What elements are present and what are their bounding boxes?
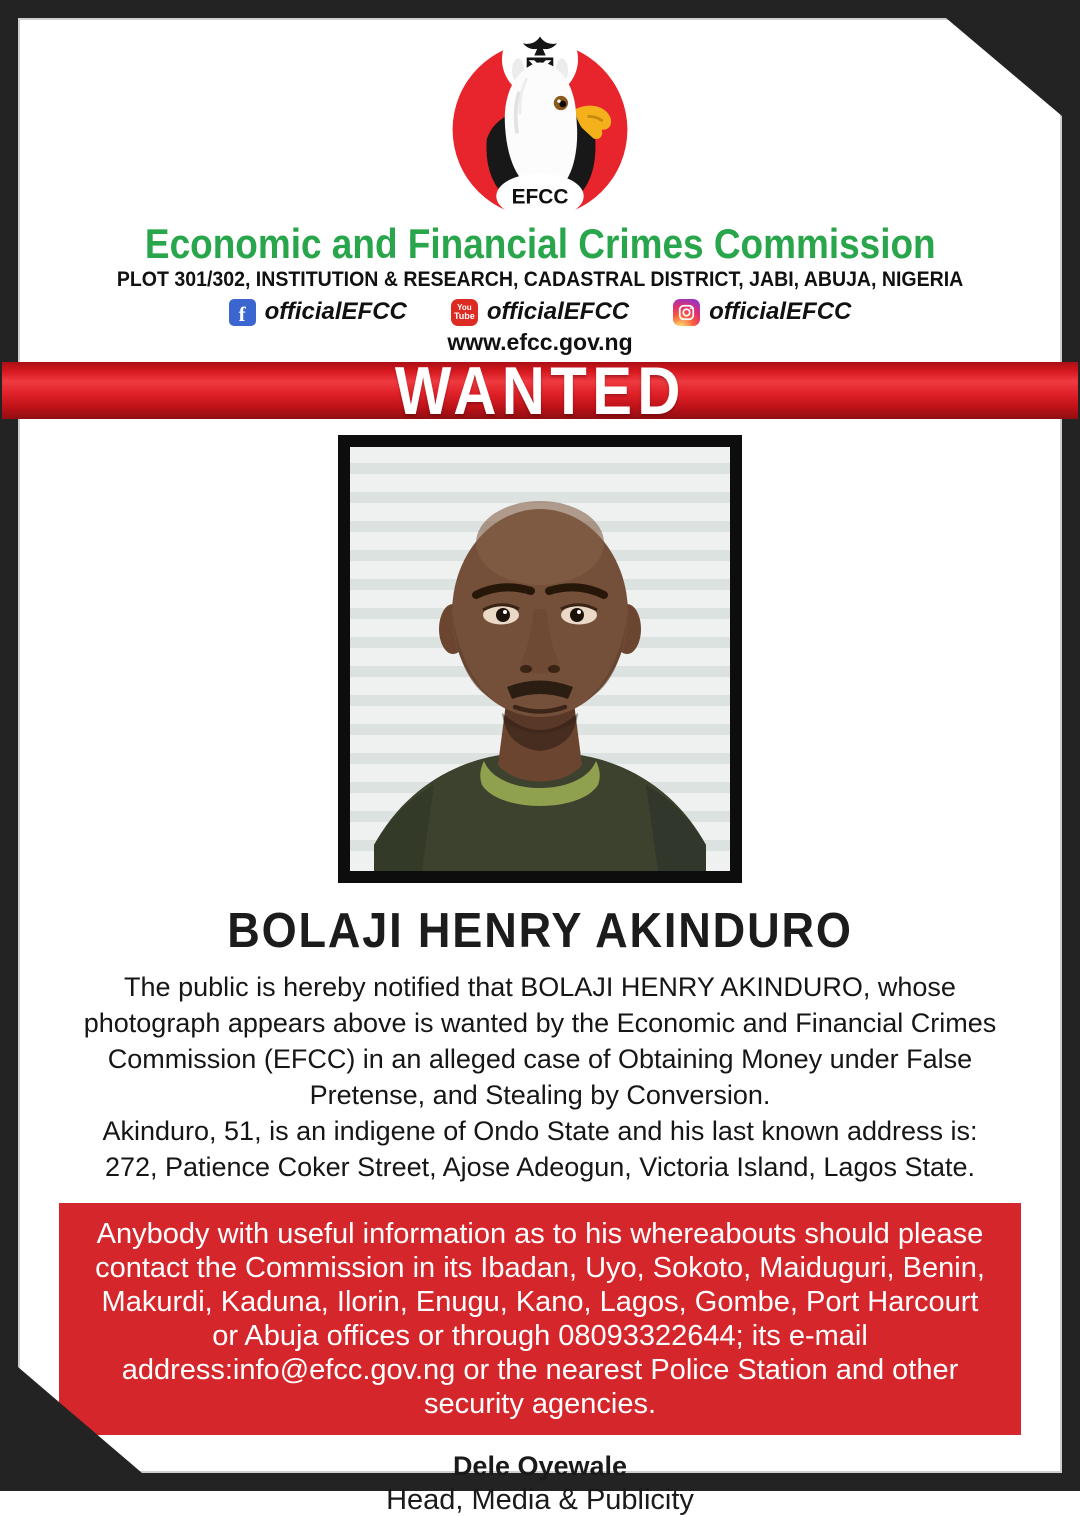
wanted-banner-text: WANTED <box>394 352 686 429</box>
suspect-name: BOLAJI HENRY AKINDURO <box>227 904 853 958</box>
facebook-icon: f <box>229 299 256 326</box>
contact-info-box <box>59 1203 1021 1435</box>
youtube-icon <box>451 299 478 326</box>
poster-header <box>18 24 1062 356</box>
social-facebook <box>229 298 407 326</box>
facebook-handle: officialEFCC <box>264 298 407 325</box>
social-instagram <box>673 298 851 326</box>
instagram-icon <box>673 299 700 326</box>
efcc-eagle-logo <box>445 24 635 222</box>
social-row <box>18 297 1062 327</box>
contact-info-text: Anybody with useful information as to his whereabouts should please contact the Commission in its Ibadan, Uyo, Sokoto, Maiduguri, Benin, Makurdi, Kaduna, Ilorin, Enugu, Kano, Lagos, Gombe, Port Harcourt or Abuja offices or through 08093322644; its e-mail address:info@efcc.gov.ng or the nearest Police Station and other security agencies. <box>95 1218 985 1420</box>
youtube-icon-text-bottom: Tube <box>453 310 475 321</box>
youtube-icon-text-top: You <box>457 302 472 312</box>
signature-name: Dele Oyewale <box>452 1451 628 1481</box>
efcc-logo <box>445 24 635 222</box>
notice-text <box>83 969 998 1185</box>
signature-title: Head, Media & Publicity <box>386 1484 694 1516</box>
notice-paragraph-1: The public is hereby notified that BOLAJI HENRY AKINDURO, whose photograph appears above is wanted by the Economic and Financial Crimes Commission (EFCC) in an alleged case of Obtaining Money under False Pretense, and Stealing by Conversion. <box>83 972 997 1110</box>
org-address: PLOT 301/302, INSTITUTION & RESEARCH, CADASTRAL DISTRICT, JABI, ABUJA, NIGERIA <box>116 268 964 291</box>
notice-paragraph-2: Akinduro, 51, is an indigene of Ondo State and his last known address is: 272, Patience Coker Street, Ajose Adeogun, Victoria Island, Lagos State. <box>102 1116 978 1182</box>
signature-block <box>18 1451 1062 1517</box>
suspect-photo-frame <box>338 435 742 883</box>
instagram-handle: officialEFCC <box>709 298 852 325</box>
wanted-banner <box>2 352 1078 429</box>
youtube-handle: officialEFCC <box>486 298 630 325</box>
logo-efcc-label: EFCC <box>511 185 569 209</box>
suspect-photo <box>350 447 730 871</box>
social-youtube <box>451 298 629 326</box>
org-name: Economic and Financial Crimes Commission <box>144 220 936 267</box>
website-url: www.efcc.gov.ng <box>447 329 633 355</box>
